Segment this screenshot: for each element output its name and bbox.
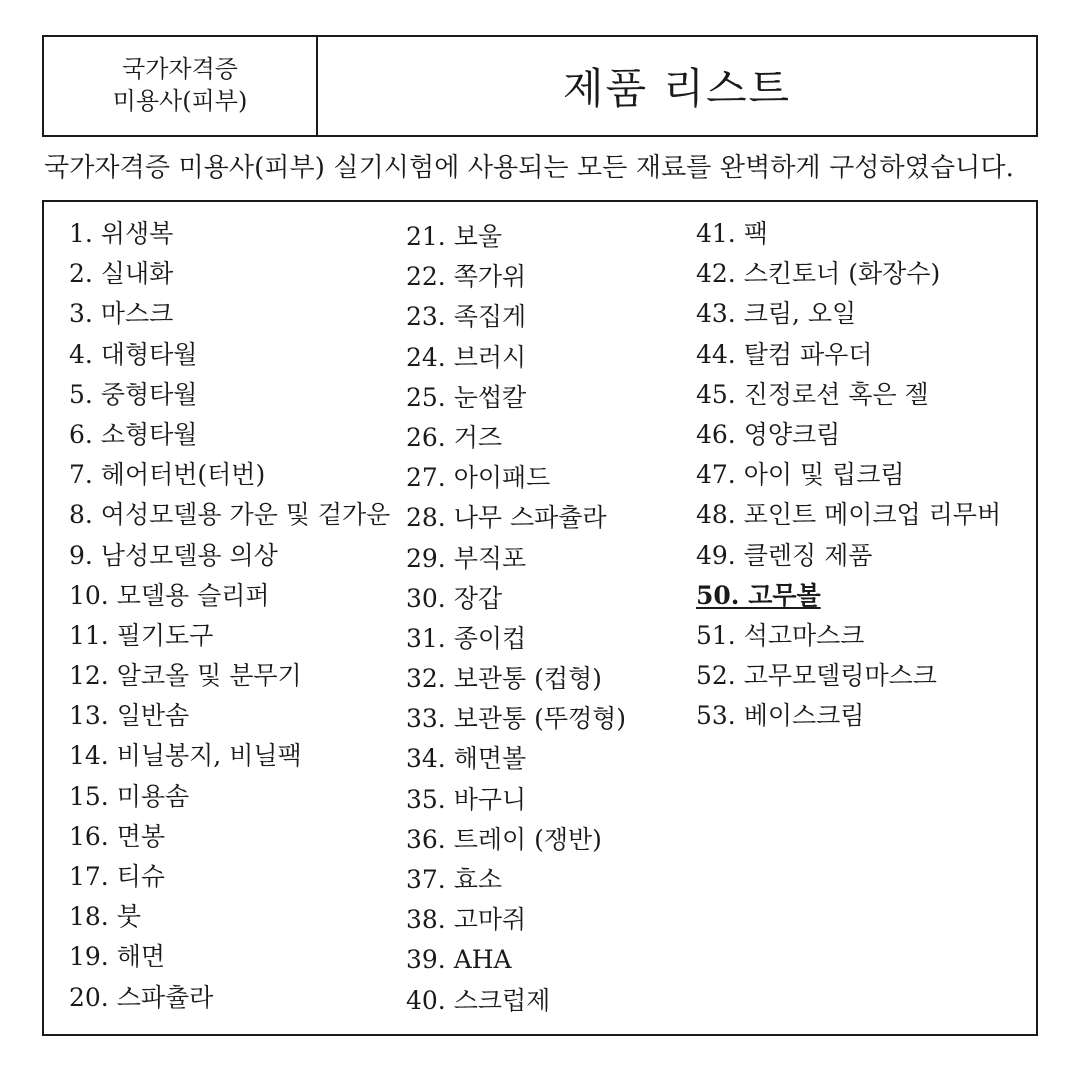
header-category-cell bbox=[44, 37, 318, 135]
list-item: 43. 크림, 오일 bbox=[696, 299, 857, 329]
list-item: 18. 붓 bbox=[69, 902, 141, 932]
list-item: 28. 나무 스파츌라 bbox=[406, 503, 607, 533]
header-category-line2: 미용사(피부) bbox=[112, 87, 248, 115]
list-item: 15. 미용솜 bbox=[69, 781, 190, 811]
list-item: 42. 스킨토너 (화장수) bbox=[696, 259, 941, 289]
list-item: 40. 스크럽제 bbox=[406, 985, 551, 1015]
product-list-column-1 bbox=[69, 218, 390, 1022]
list-item: 44. 탈컴 파우더 bbox=[696, 339, 873, 369]
list-item: 39. AHA bbox=[406, 945, 512, 975]
list-item: 4. 대형타월 bbox=[69, 339, 198, 369]
list-item: 1. 위생복 bbox=[69, 219, 174, 248]
list-item: 51. 석고마스크 bbox=[696, 620, 865, 650]
list-item: 33. 보관통 (뚜껑형) bbox=[406, 704, 627, 734]
list-item: 8. 여성모델용 가운 및 겉가운 bbox=[69, 500, 391, 530]
list-item: 13. 일반솜 bbox=[69, 701, 190, 731]
list-item: 32. 보관통 (컵형) bbox=[406, 664, 602, 694]
header-table bbox=[42, 35, 1038, 137]
list-item: 34. 해면볼 bbox=[406, 744, 527, 774]
list-item: 38. 고마쥐 bbox=[406, 905, 527, 935]
list-item: 12. 알코올 및 분무기 bbox=[69, 661, 302, 691]
list-item: 27. 아이패드 bbox=[406, 463, 551, 493]
list-item: 22. 쪽가위 bbox=[406, 262, 527, 292]
list-item: 29. 부직포 bbox=[406, 543, 527, 573]
list-item: 53. 베이스크림 bbox=[696, 701, 865, 731]
list-item: 49. 클렌징 제품 bbox=[696, 540, 873, 570]
subtitle: 국가자격증 미용사(피부) 실기시험에 사용되는 모든 재료를 완벽하게 구성하였습니다. bbox=[44, 153, 1014, 183]
list-item: 35. 바구니 bbox=[406, 784, 527, 814]
list-item: 30. 장갑 bbox=[406, 583, 503, 613]
list-item: 24. 브러시 bbox=[406, 342, 527, 372]
product-list-column-3 bbox=[696, 218, 1001, 740]
list-item: 17. 티슈 bbox=[69, 862, 166, 891]
header-category-line1: 국가자격증 bbox=[122, 55, 238, 84]
list-item: 19. 해면 bbox=[69, 942, 166, 972]
list-item: 26. 거즈 bbox=[406, 422, 503, 452]
list-item: 20. 스파츌라 bbox=[69, 982, 214, 1012]
list-item-highlighted: 50. 고무볼 bbox=[696, 580, 821, 610]
list-item: 45. 진정로션 혹은 젤 bbox=[696, 379, 929, 409]
list-item: 52. 고무모델링마스크 bbox=[696, 661, 937, 691]
list-item: 48. 포인트 메이크업 리무버 bbox=[696, 500, 1002, 530]
list-item: 10. 모델용 슬리퍼 bbox=[69, 580, 270, 610]
list-item: 47. 아이 및 립크림 bbox=[696, 460, 905, 490]
list-item: 37. 효소 bbox=[406, 865, 503, 894]
list-item: 7. 헤어터번(터번) bbox=[69, 460, 266, 490]
list-item: 25. 눈썹칼 bbox=[406, 382, 527, 412]
list-item: 23. 족집게 bbox=[406, 302, 527, 332]
list-item: 46. 영양크림 bbox=[696, 419, 841, 449]
list-item: 41. 팩 bbox=[696, 219, 768, 248]
list-item: 14. 비닐봉지, 비닐팩 bbox=[69, 741, 302, 771]
list-item: 11. 필기도구 bbox=[69, 620, 214, 650]
list-item: 31. 종이컵 bbox=[406, 623, 527, 653]
product-list-column-2 bbox=[406, 221, 626, 1025]
list-item: 16. 면봉 bbox=[69, 821, 166, 851]
list-item: 6. 소형타월 bbox=[69, 419, 198, 449]
list-item: 21. 보울 bbox=[406, 222, 503, 251]
product-list-box bbox=[42, 200, 1038, 1036]
list-item: 9. 남성모델용 의상 bbox=[69, 540, 278, 570]
page-title: 제품 리스트 bbox=[562, 64, 792, 113]
list-item: 5. 중형타월 bbox=[69, 379, 198, 409]
list-item: 3. 마스크 bbox=[69, 299, 174, 329]
list-item: 2. 실내화 bbox=[69, 259, 174, 289]
list-item: 36. 트레이 (쟁반) bbox=[406, 824, 602, 854]
